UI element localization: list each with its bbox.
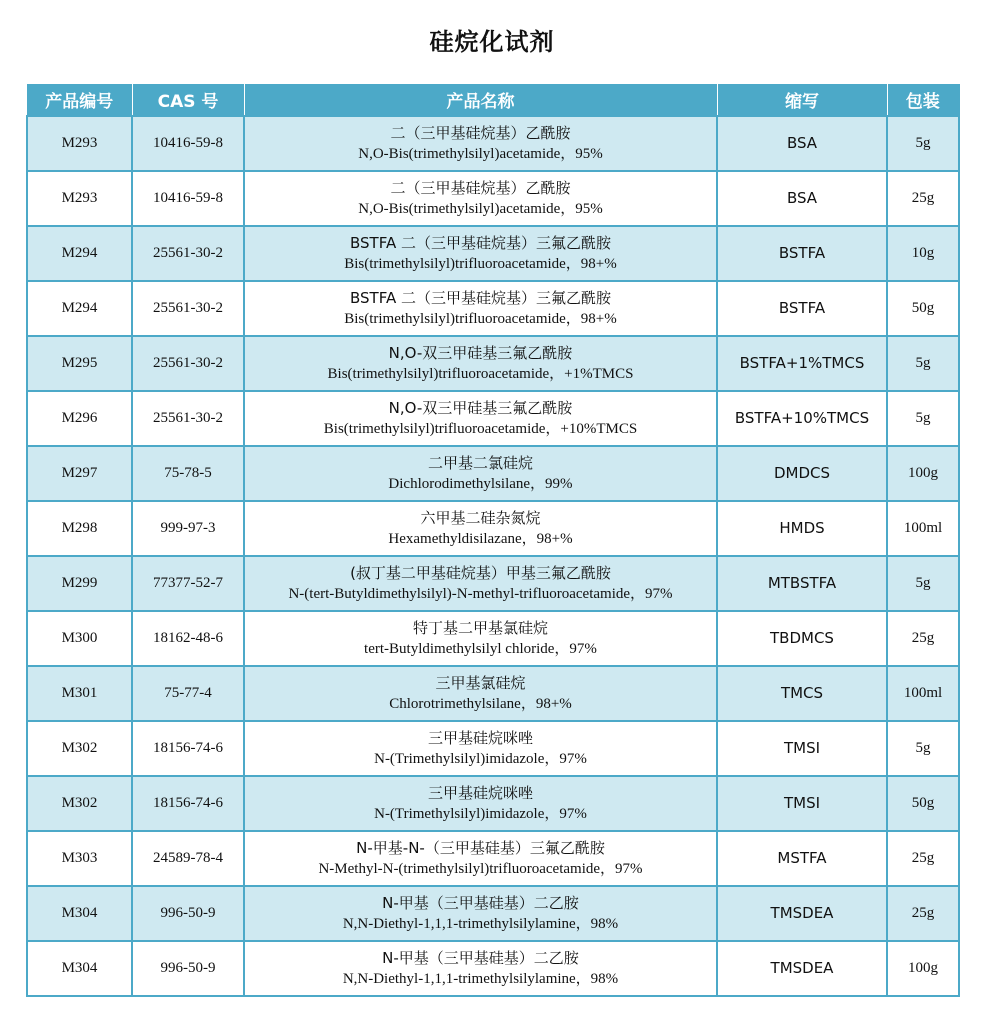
- product-name-chinese: 三甲基硅烷咪唑: [427, 728, 533, 747]
- abbreviation-cell: TBDMCS: [717, 611, 887, 666]
- cas-number-cell: 18156-74-6: [132, 721, 244, 776]
- header-abbreviation: 缩写: [717, 84, 887, 116]
- table-row: [27, 831, 959, 886]
- product-code-cell: M304: [27, 886, 132, 941]
- product-name-chinese: (叔丁基二甲基硅烷基）甲基三氟乙酰胺: [350, 563, 611, 582]
- product-name-cell: [244, 556, 717, 611]
- table-header-row: [27, 84, 959, 116]
- product-code-cell: M299: [27, 556, 132, 611]
- cas-number-cell: 10416-59-8: [132, 171, 244, 226]
- product-code-cell: M303: [27, 831, 132, 886]
- product-code-cell: M293: [27, 116, 132, 171]
- table-row: [27, 226, 959, 281]
- abbreviation-cell: TMSI: [717, 776, 887, 831]
- abbreviation-cell: BSTFA: [717, 226, 887, 281]
- table-row: [27, 446, 959, 501]
- product-name-cell: [244, 776, 717, 831]
- product-name-english: Bis(trimethylsilyl)trifluoroacetamide，+1%TMCS: [327, 365, 634, 382]
- product-name-english: Dichlorodimethylsilane，99%: [388, 475, 573, 492]
- product-code-cell: M294: [27, 281, 132, 336]
- package-size-cell: 5g: [887, 556, 959, 611]
- product-name-chinese: 二甲基二氯硅烷: [427, 453, 533, 472]
- product-name-cell: [244, 941, 717, 996]
- cas-number-cell: 25561-30-2: [132, 336, 244, 391]
- page-title: 硅烷化试剂: [429, 28, 555, 56]
- product-code-cell: M301: [27, 666, 132, 721]
- product-code-cell: M300: [27, 611, 132, 666]
- header-package: 包装: [887, 84, 959, 116]
- package-size-cell: 10g: [887, 226, 959, 281]
- product-name-chinese: 六甲基二硅杂氮烷: [420, 508, 541, 527]
- table-row: [27, 171, 959, 226]
- product-name-english: N,N-Diethyl-1,1,1-trimethylsilylamine，98%: [342, 915, 619, 932]
- abbreviation-cell: DMDCS: [717, 446, 887, 501]
- table-row: [27, 886, 959, 941]
- product-name-cell: [244, 501, 717, 556]
- product-name-english: Bis(trimethylsilyl)trifluoroacetamide，98+%: [344, 310, 617, 327]
- abbreviation-cell: BSA: [717, 116, 887, 171]
- package-size-cell: 100g: [887, 446, 959, 501]
- cas-number-cell: 25561-30-2: [132, 226, 244, 281]
- table-row: [27, 116, 959, 171]
- product-name-chinese: 三甲基硅烷咪唑: [427, 783, 533, 802]
- table-row: [27, 721, 959, 776]
- package-size-cell: 50g: [887, 281, 959, 336]
- abbreviation-cell: BSTFA: [717, 281, 887, 336]
- product-name-cell: [244, 666, 717, 721]
- product-table: [26, 84, 960, 997]
- product-name-english: N-(Trimethylsilyl)imidazole，97%: [374, 805, 587, 822]
- product-name-english: Bis(trimethylsilyl)trifluoroacetamide，+10%TMCS: [323, 420, 638, 437]
- product-name-chinese: N-甲基-N-（三甲基硅基）三氟乙酰胺: [356, 838, 605, 857]
- product-name-cell: [244, 116, 717, 171]
- product-code-cell: M295: [27, 336, 132, 391]
- table-row: [27, 611, 959, 666]
- table-row: [27, 666, 959, 721]
- product-name-chinese: N,O-双三甲硅基三氟乙酰胺: [388, 398, 573, 417]
- package-size-cell: 25g: [887, 611, 959, 666]
- package-size-cell: 100ml: [887, 501, 959, 556]
- cas-number-cell: 996-50-9: [132, 886, 244, 941]
- package-size-cell: 5g: [887, 721, 959, 776]
- product-name-chinese: 特丁基二甲基氯硅烷: [412, 618, 548, 637]
- cas-number-cell: 75-77-4: [132, 666, 244, 721]
- cas-number-cell: 25561-30-2: [132, 281, 244, 336]
- abbreviation-cell: MSTFA: [717, 831, 887, 886]
- product-code-cell: M293: [27, 171, 132, 226]
- product-name-cell: [244, 391, 717, 446]
- product-name-english: N,O-Bis(trimethylsilyl)acetamide，95%: [358, 200, 603, 217]
- cas-number-cell: 77377-52-7: [132, 556, 244, 611]
- cas-number-cell: 25561-30-2: [132, 391, 244, 446]
- table-row: [27, 336, 959, 391]
- package-size-cell: 5g: [887, 336, 959, 391]
- package-size-cell: 25g: [887, 831, 959, 886]
- product-name-cell: [244, 336, 717, 391]
- product-name-english: N-(tert-Butyldimethylsilyl)-N-methyl-trifluoroacetamide，97%: [288, 585, 673, 602]
- abbreviation-cell: TMSI: [717, 721, 887, 776]
- package-size-cell: 25g: [887, 886, 959, 941]
- abbreviation-cell: HMDS: [717, 501, 887, 556]
- table-row: [27, 556, 959, 611]
- product-code-cell: M297: [27, 446, 132, 501]
- product-name-chinese: N,O-双三甲硅基三氟乙酰胺: [388, 343, 573, 362]
- table-body: [27, 116, 959, 996]
- product-name-cell: [244, 171, 717, 226]
- table-row: [27, 776, 959, 831]
- product-name-english: N,N-Diethyl-1,1,1-trimethylsilylamine，98%: [342, 970, 619, 987]
- product-name-cell: [244, 886, 717, 941]
- cas-number-cell: 996-50-9: [132, 941, 244, 996]
- product-name-english: N,O-Bis(trimethylsilyl)acetamide，95%: [358, 145, 603, 162]
- product-name-chinese: BSTFA 二（三甲基硅烷基）三氟乙酰胺: [350, 233, 611, 252]
- product-name-chinese: BSTFA 二（三甲基硅烷基）三氟乙酰胺: [350, 288, 611, 307]
- product-name-cell: [244, 831, 717, 886]
- header-product-code: 产品编号: [27, 84, 132, 116]
- product-name-english: tert-Butyldimethylsilyl chloride，97%: [364, 640, 597, 657]
- product-name-english: Hexamethyldisilazane，98+%: [388, 530, 573, 547]
- product-code-cell: M302: [27, 721, 132, 776]
- cas-number-cell: 18156-74-6: [132, 776, 244, 831]
- cas-number-cell: 24589-78-4: [132, 831, 244, 886]
- abbreviation-cell: BSA: [717, 171, 887, 226]
- package-size-cell: 100ml: [887, 666, 959, 721]
- table-row: [27, 281, 959, 336]
- product-code-cell: M304: [27, 941, 132, 996]
- abbreviation-cell: TMSDEA: [717, 886, 887, 941]
- product-name-chinese: 二（三甲基硅烷基）乙酰胺: [390, 178, 571, 197]
- header-product-name: 产品名称: [244, 84, 717, 116]
- abbreviation-cell: TMCS: [717, 666, 887, 721]
- abbreviation-cell: MTBSTFA: [717, 556, 887, 611]
- product-name-english: Chlorotrimethylsilane，98+%: [389, 695, 572, 712]
- product-name-cell: [244, 446, 717, 501]
- abbreviation-cell: BSTFA+1%TMCS: [717, 336, 887, 391]
- product-name-chinese: 二（三甲基硅烷基）乙酰胺: [390, 123, 571, 142]
- header-cas-number: CAS 号: [132, 84, 244, 116]
- product-code-cell: M298: [27, 501, 132, 556]
- product-code-cell: M302: [27, 776, 132, 831]
- abbreviation-cell: BSTFA+10%TMCS: [717, 391, 887, 446]
- product-name-chinese: N-甲基（三甲基硅基）二乙胺: [382, 893, 579, 912]
- product-name-cell: [244, 281, 717, 336]
- abbreviation-cell: TMSDEA: [717, 941, 887, 996]
- package-size-cell: 5g: [887, 391, 959, 446]
- cas-number-cell: 10416-59-8: [132, 116, 244, 171]
- cas-number-cell: 999-97-3: [132, 501, 244, 556]
- product-name-cell: [244, 721, 717, 776]
- table-row: [27, 941, 959, 996]
- product-name-chinese: N-甲基（三甲基硅基）二乙胺: [382, 948, 579, 967]
- package-size-cell: 50g: [887, 776, 959, 831]
- cas-number-cell: 18162-48-6: [132, 611, 244, 666]
- product-name-cell: [244, 611, 717, 666]
- product-name-cell: [244, 226, 717, 281]
- package-size-cell: 5g: [887, 116, 959, 171]
- product-name-english: N-(Trimethylsilyl)imidazole，97%: [374, 750, 587, 767]
- package-size-cell: 100g: [887, 941, 959, 996]
- product-name-chinese: 三甲基氯硅烷: [435, 673, 526, 692]
- product-code-cell: M294: [27, 226, 132, 281]
- product-name-english: N-Methyl-N-(trimethylsilyl)trifluoroacetamide，97%: [318, 860, 643, 877]
- package-size-cell: 25g: [887, 171, 959, 226]
- product-code-cell: M296: [27, 391, 132, 446]
- table-row: [27, 391, 959, 446]
- table-row: [27, 501, 959, 556]
- cas-number-cell: 75-78-5: [132, 446, 244, 501]
- product-name-english: Bis(trimethylsilyl)trifluoroacetamide，98+%: [344, 255, 617, 272]
